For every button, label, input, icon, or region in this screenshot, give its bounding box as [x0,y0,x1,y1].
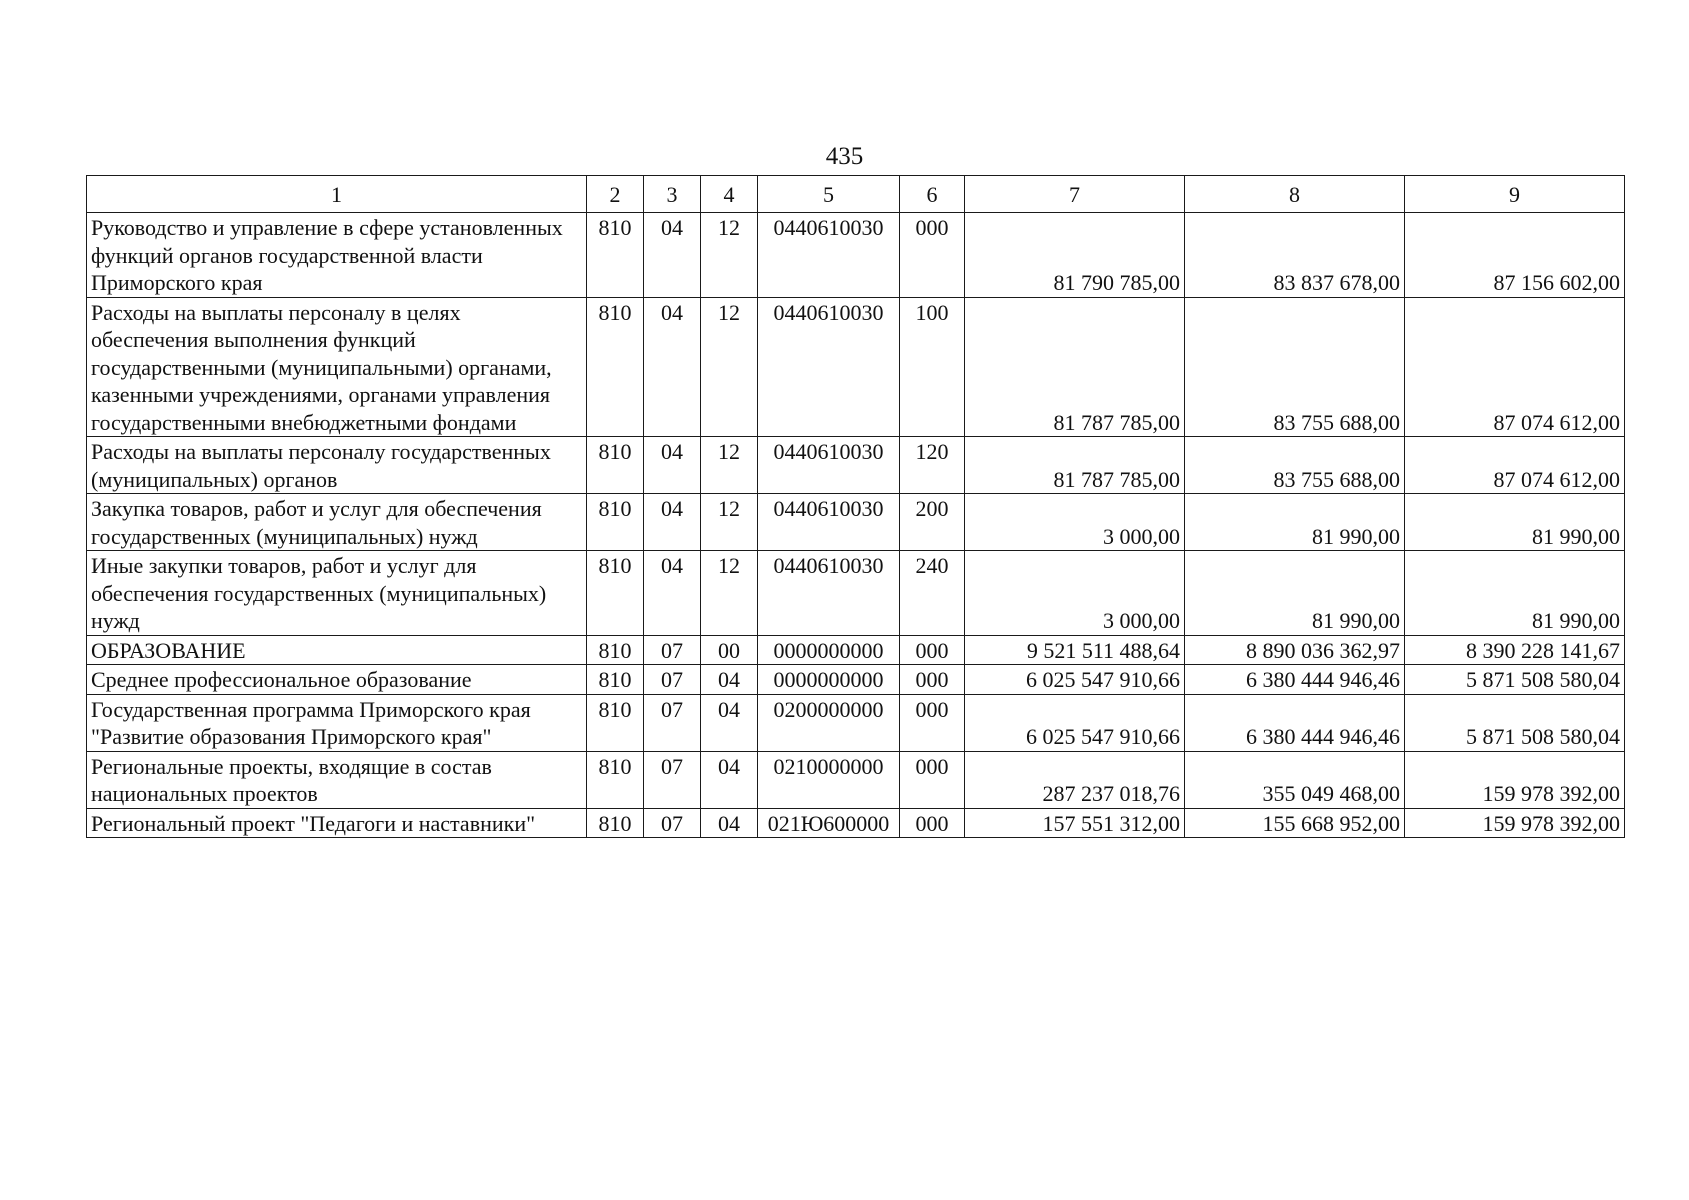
table-row [87,751,1625,808]
table-row [87,808,1625,838]
row-section-code: 04 [644,213,701,298]
row-section-code: 07 [644,635,701,665]
row-sum-year-2: 83 837 678,00 [1185,213,1405,298]
row-target-article: 0000000000 [758,635,900,665]
row-target-article: 0440610030 [758,297,900,437]
row-target-article: 0440610030 [758,494,900,551]
row-sum-year-2: 83 755 688,00 [1185,297,1405,437]
row-subsection-code: 12 [701,494,758,551]
row-ministry-code: 810 [587,808,644,838]
row-expense-type: 000 [900,665,965,695]
budget-table [86,175,1625,838]
row-expense-type: 240 [900,551,965,636]
row-sum-year-1: 9 521 511 488,64 [965,635,1185,665]
row-sum-year-2: 8 890 036 362,97 [1185,635,1405,665]
row-sum-year-2: 6 380 444 946,46 [1185,665,1405,695]
table-row [87,213,1625,298]
row-sum-year-3: 87 074 612,00 [1405,297,1625,437]
row-target-article: 0210000000 [758,751,900,808]
row-ministry-code: 810 [587,494,644,551]
row-name: Региональные проекты, входящие в состав национальных проектов [87,751,587,808]
row-ministry-code: 810 [587,213,644,298]
row-sum-year-3: 81 990,00 [1405,494,1625,551]
row-sum-year-3: 8 390 228 141,67 [1405,635,1625,665]
row-sum-year-1: 3 000,00 [965,494,1185,551]
row-sum-year-3: 81 990,00 [1405,551,1625,636]
row-sum-year-1: 81 787 785,00 [965,437,1185,494]
row-expense-type: 000 [900,694,965,751]
row-target-article: 0440610030 [758,551,900,636]
row-ministry-code: 810 [587,694,644,751]
row-sum-year-1: 287 237 018,76 [965,751,1185,808]
row-name: Региональный проект "Педагоги и наставники" [87,808,587,838]
header-col-3: 3 [644,176,701,213]
row-expense-type: 200 [900,494,965,551]
row-sum-year-2: 355 049 468,00 [1185,751,1405,808]
row-subsection-code: 12 [701,213,758,298]
table-row [87,437,1625,494]
row-sum-year-1: 81 787 785,00 [965,297,1185,437]
row-sum-year-3: 159 978 392,00 [1405,751,1625,808]
row-expense-type: 000 [900,751,965,808]
row-name: Закупка товаров, работ и услуг для обеспечения государственных (муниципальных) нужд [87,494,587,551]
row-subsection-code: 12 [701,551,758,636]
table-header [87,176,1625,213]
row-sum-year-2: 83 755 688,00 [1185,437,1405,494]
header-col-4: 4 [701,176,758,213]
row-sum-year-3: 5 871 508 580,04 [1405,694,1625,751]
row-sum-year-1: 6 025 547 910,66 [965,694,1185,751]
row-sum-year-1: 157 551 312,00 [965,808,1185,838]
header-col-8: 8 [1185,176,1405,213]
row-ministry-code: 810 [587,635,644,665]
row-section-code: 07 [644,694,701,751]
row-sum-year-2: 6 380 444 946,46 [1185,694,1405,751]
row-expense-type: 000 [900,808,965,838]
row-ministry-code: 810 [587,751,644,808]
header-col-9: 9 [1405,176,1625,213]
row-expense-type: 100 [900,297,965,437]
row-name: Расходы на выплаты персоналу государственных (муниципальных) органов [87,437,587,494]
row-name: Среднее профессиональное образование [87,665,587,695]
row-subsection-code: 04 [701,694,758,751]
row-section-code: 07 [644,808,701,838]
row-target-article: 0440610030 [758,437,900,494]
table-row [87,494,1625,551]
row-subsection-code: 04 [701,808,758,838]
row-name: Руководство и управление в сфере установленных функций органов государственной власти Приморского края [87,213,587,298]
page-number: 435 [825,143,864,170]
row-expense-type: 000 [900,213,965,298]
table-row [87,297,1625,437]
row-sum-year-3: 5 871 508 580,04 [1405,665,1625,695]
row-ministry-code: 810 [587,437,644,494]
row-sum-year-3: 159 978 392,00 [1405,808,1625,838]
row-target-article: 0440610030 [758,213,900,298]
table-row [87,665,1625,695]
row-target-article: 0200000000 [758,694,900,751]
row-target-article: 0000000000 [758,665,900,695]
header-col-6: 6 [900,176,965,213]
row-subsection-code: 04 [701,751,758,808]
header-col-5: 5 [758,176,900,213]
row-name: Иные закупки товаров, работ и услуг для обеспечения государственных (муниципальных) нужд [87,551,587,636]
row-name: ОБРАЗОВАНИЕ [87,635,587,665]
row-sum-year-3: 87 156 602,00 [1405,213,1625,298]
row-name: Расходы на выплаты персоналу в целях обеспечения выполнения функций государственными (муниципальными) органами, казенными учреждениями, органами управления государственными внебюджетными фондами [87,297,587,437]
row-subsection-code: 12 [701,297,758,437]
row-section-code: 04 [644,437,701,494]
row-sum-year-1: 81 790 785,00 [965,213,1185,298]
row-expense-type: 000 [900,635,965,665]
row-target-article: 021Ю600000 [758,808,900,838]
row-sum-year-2: 155 668 952,00 [1185,808,1405,838]
row-sum-year-2: 81 990,00 [1185,494,1405,551]
row-section-code: 04 [644,551,701,636]
row-sum-year-1: 6 025 547 910,66 [965,665,1185,695]
row-sum-year-1: 3 000,00 [965,551,1185,636]
row-subsection-code: 04 [701,665,758,695]
row-subsection-code: 12 [701,437,758,494]
header-col-1: 1 [87,176,587,213]
row-expense-type: 120 [900,437,965,494]
row-sum-year-3: 87 074 612,00 [1405,437,1625,494]
row-ministry-code: 810 [587,297,644,437]
row-section-code: 07 [644,751,701,808]
row-ministry-code: 810 [587,551,644,636]
table-row [87,694,1625,751]
table-row [87,635,1625,665]
table-row [87,551,1625,636]
row-subsection-code: 00 [701,635,758,665]
header-row [87,176,1625,213]
table-body [87,213,1625,838]
header-col-7: 7 [965,176,1185,213]
header-col-2: 2 [587,176,644,213]
row-sum-year-2: 81 990,00 [1185,551,1405,636]
row-name: Государственная программа Приморского края "Развитие образования Приморского края" [87,694,587,751]
row-section-code: 04 [644,494,701,551]
row-section-code: 04 [644,297,701,437]
row-ministry-code: 810 [587,665,644,695]
row-section-code: 07 [644,665,701,695]
